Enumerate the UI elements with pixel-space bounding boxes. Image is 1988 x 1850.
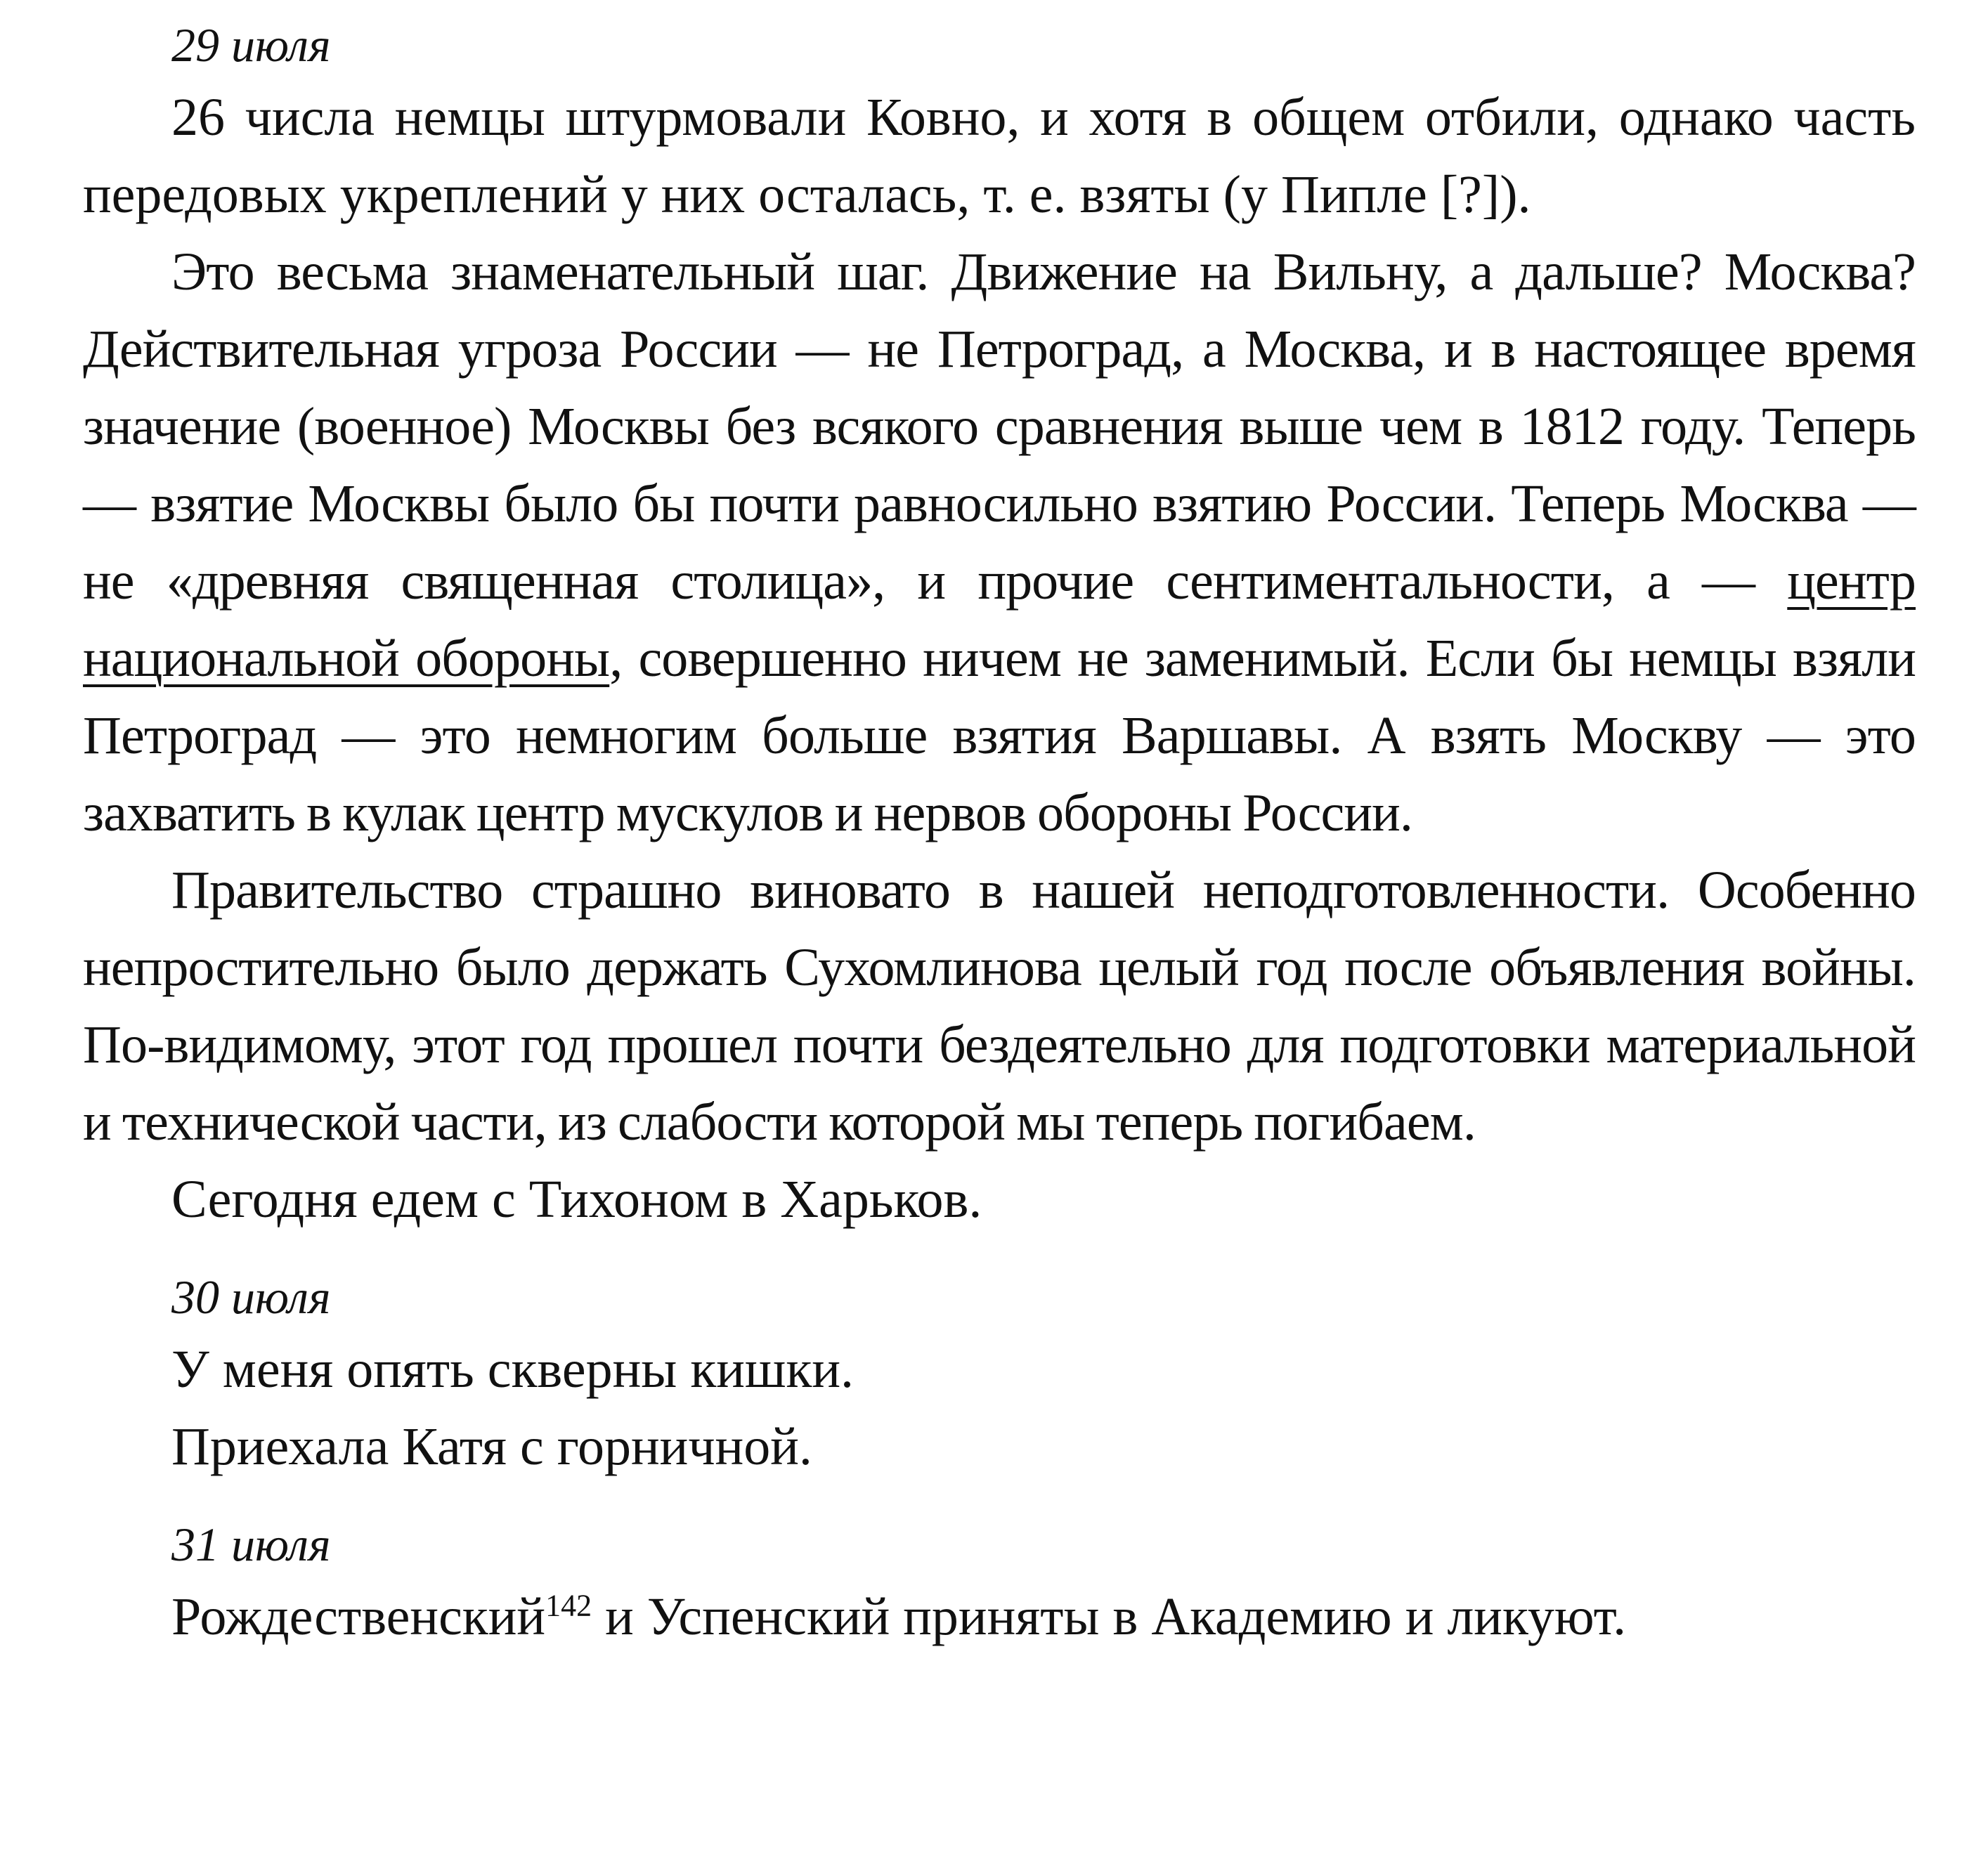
paragraph-text: и Успенский приняты в Академию и ликуют. xyxy=(592,1587,1627,1646)
entry-date: 30 июля xyxy=(171,1270,331,1324)
entry-july-31 xyxy=(83,1511,1916,1655)
entry-date: 29 июля xyxy=(171,18,331,72)
paragraph: У меня опять скверны кишки. xyxy=(171,1340,855,1399)
footnote-marker: 142 xyxy=(545,1588,592,1623)
paragraph: Приехала Катя с горничной. xyxy=(171,1417,812,1476)
paragraph-text: , совершенно ничем не заменимый. Если бы немцы взяли Петроград — это немногим больше взятия Варшавы. А взять Москву — это захватить в кулак центр мускулов и нервов обороны России. xyxy=(83,629,1916,842)
paragraph xyxy=(83,233,1916,852)
paragraph-text: Рождественский xyxy=(171,1587,546,1646)
diary-page xyxy=(83,11,1916,1655)
paragraph xyxy=(83,1578,1916,1655)
entry-july-30 xyxy=(83,1263,1916,1485)
entry-date: 31 июля xyxy=(171,1518,331,1571)
entry-july-29 xyxy=(83,11,1916,1238)
paragraph: Сегодня едем с Тихоном в Харьков. xyxy=(171,1170,982,1229)
paragraph-text: Это весьма знаменательный шаг. Движение на Вильну, а дальше? Москва? Действительная угроза России — не Петроград, а Москва, и в настоящее время значение (военное) Москвы без всякого сравнения выше чем в 1812 году. Теперь — взятие Москвы было бы почти равносильно взятию России. Теперь Москва — не «древняя священная столица», и прочие сентиментальности, а — xyxy=(83,242,1916,611)
paragraph: 26 числа немцы штурмовали Ковно, и хотя в общем отбили, однако часть передовых укреплений у них осталась, т. е. взяты (у Пипле [?]). xyxy=(83,88,1916,224)
paragraph: Правительство страшно виновато в нашей неподготовленности. Особенно непростительно было держать Сухомлинова целый год после объявления войны. По-видимому, этот год прошел почти бездеятельно для подготовки материальной и технической части, из слабости которой мы теперь погибаем. xyxy=(83,861,1916,1152)
underlined-phrase: центр национальной обороны xyxy=(83,552,1916,688)
